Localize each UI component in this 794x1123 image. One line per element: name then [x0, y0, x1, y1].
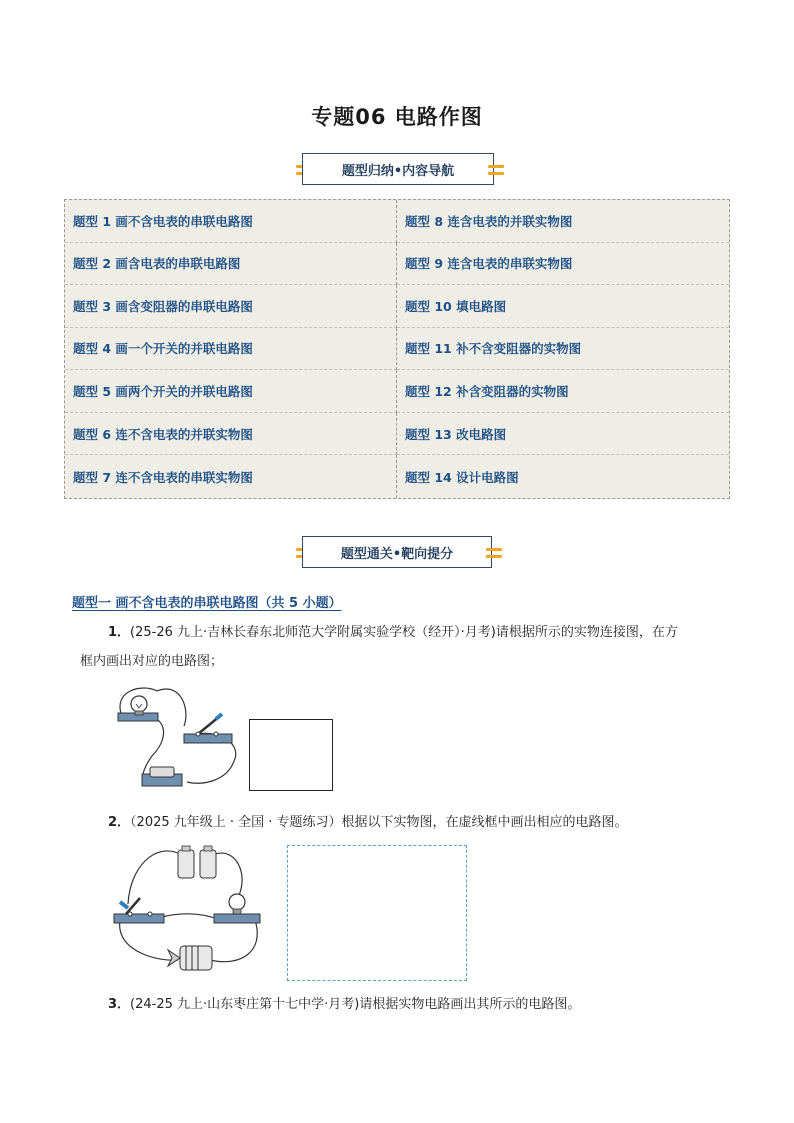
- circuit-photo-2: [110, 842, 270, 982]
- question-number: 1．: [108, 625, 131, 640]
- answer-box-1[interactable]: [249, 719, 333, 791]
- nav-item[interactable]: 题型 7 连不含电表的串联实物图: [65, 455, 397, 498]
- nav-item[interactable]: 题型 1 画不含电表的串联电路图: [65, 200, 397, 243]
- question-text-continued: 框内画出对应的电路图；: [80, 654, 224, 669]
- question-1: [80, 618, 730, 676]
- nav-item[interactable]: 题型 2 画含电表的串联电路图: [65, 243, 397, 286]
- section-heading: 题型一 画不含电表的串联电路图（共 5 小题）: [72, 596, 342, 611]
- nav-item[interactable]: 题型 13 改电路图: [397, 413, 729, 456]
- nav-item[interactable]: 题型 4 画一个开关的并联电路图: [65, 328, 397, 371]
- question-text: (25-26 九上·吉林长春东北师范大学附属实验学校（经开）·月考)请根据所示的实物连接图，在方: [130, 625, 678, 640]
- nav-item[interactable]: 题型 12 补含变阻器的实物图: [397, 370, 729, 413]
- question-number: 2．: [108, 815, 131, 830]
- nav-item[interactable]: 题型 5 画两个开关的并联电路图: [65, 370, 397, 413]
- question-text: (24-25 九上·山东枣庄第十七中学·月考)请根据实物电路画出其所示的电路图。: [130, 997, 581, 1012]
- practice-banner-label: 题型通关•靶向提分: [340, 546, 454, 562]
- nav-item[interactable]: 题型 3 画含变阻器的串联电路图: [65, 285, 397, 328]
- nav-item[interactable]: 题型 11 补不含变阻器的实物图: [397, 328, 729, 371]
- page-title: 专题06 电路作图: [311, 105, 483, 129]
- nav-item[interactable]: 题型 14 设计电路图: [405, 469, 519, 485]
- answer-box-2[interactable]: [287, 845, 467, 981]
- banner-right-decoration: [488, 162, 504, 178]
- question-2: [108, 808, 728, 837]
- content-navigation-table: [64, 199, 730, 499]
- circuit-photo-1: [112, 686, 242, 796]
- nav-banner-label: 题型归纳•内容导航: [341, 163, 455, 179]
- question-text: （2025 九年级上 · 全国 · 专题练习）根据以下实物图，在虚线框中画出相应的电路图。: [130, 815, 628, 830]
- nav-item[interactable]: 题型 10 填电路图: [397, 285, 729, 328]
- nav-banner: [302, 153, 494, 185]
- question-3: [108, 990, 728, 1019]
- nav-item[interactable]: 题型 9 连含电表的串联实物图: [397, 243, 729, 286]
- practice-banner: [302, 536, 492, 568]
- nav-item[interactable]: 题型 8 连含电表的并联实物图: [397, 200, 729, 243]
- question-number: 3．: [108, 997, 131, 1012]
- banner-right-decoration: [486, 545, 502, 561]
- nav-item[interactable]: 题型 6 连不含电表的并联实物图: [65, 413, 397, 456]
